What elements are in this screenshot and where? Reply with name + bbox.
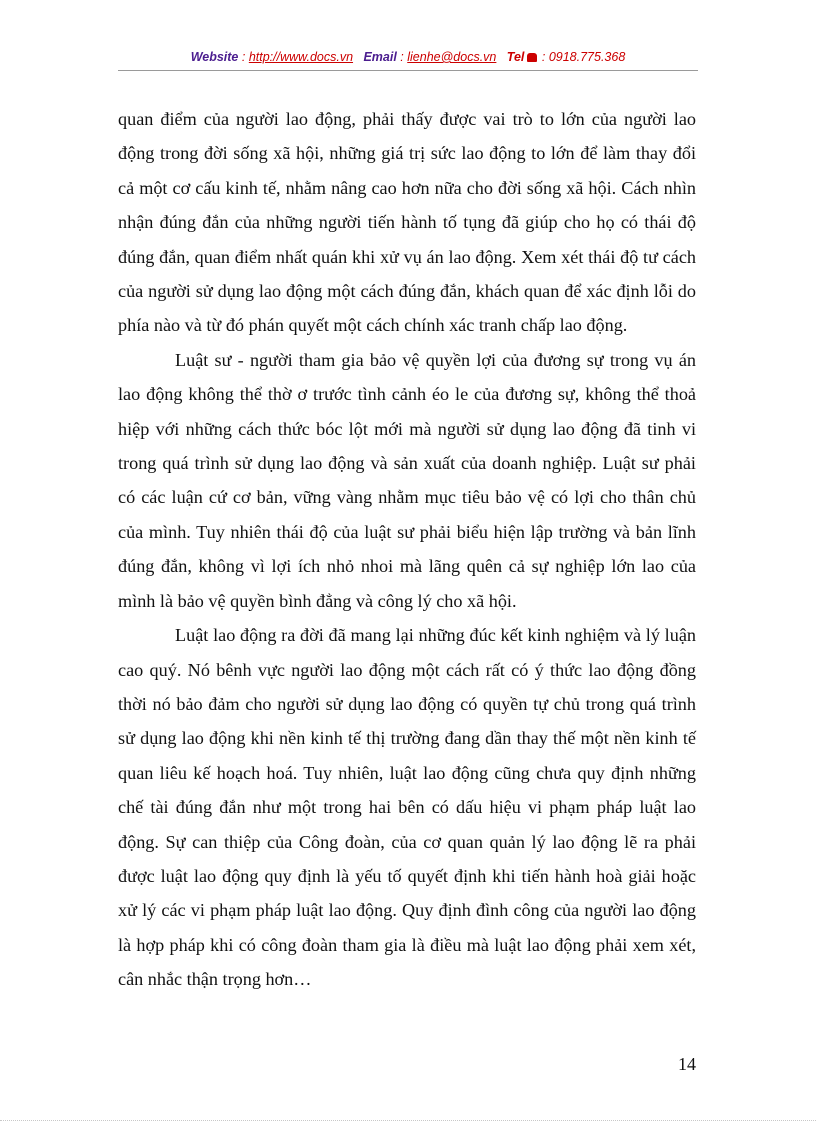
website-label: Website [190,50,239,64]
document-body [118,102,696,997]
phone-icon [527,53,537,62]
paragraph-lawyer: Luật sư - người tham gia bảo vệ quyền lợi của đương sự trong vụ án lao động không thể thờ ơ trước tình cảnh éo le của đương sự, không thể thoả hiệp với những cách thức bóc lột mới mà người sử dụng lao động đã tinh vi trong quá trình sử dụng lao động và sản xuất của doanh nghiệp. Luật sư phải có các luận cứ cơ bản, vững vàng nhằm mục tiêu bảo vệ có lợi cho thân chủ của mình. Tuy nhiên thái độ của luật sư phải biểu hiện lập trường và bản lĩnh đúng đắn, không vì lợi ích nhỏ nhoi mà lãng quên cả sự nghiệp lớn lao của mình là bảo vệ quyền bình đẳng và công lý cho xã hội. [118,349,696,611]
paragraph-labor-law: Luật lao động ra đời đã mang lại những đúc kết kinh nghiệm và lý luận cao quý. Nó bênh vực người lao động một cách rất có ý thức lao động đồng thời nó bảo đảm cho người sử dụng lao động có quyền tự chủ trong quá trình sử dụng lao động khi nền kinh tế thị trường đang dần thay thế một nền kinh tế quan liêu kế hoạch hoá. Tuy nhiên, luật lao động cũng chưa quy định những chế tài đúng đắn như một trong hai bên có dấu hiệu vi phạm pháp luật lao động. Sự can thiệp của Công đoàn, của cơ quan quản lý lao động lẽ ra phải được luật lao động quy định là yếu tố quyết định khi tiến hành hoà giải hoặc xử lý các vi phạm pháp luật lao động. Quy định đình công của người lao động là hợp pháp khi có công đoàn tham gia là điều mà luật lao động phải xem xét, cân nhắc thận trọng hơn… [118,625,696,990]
footer-divider [0,1120,816,1121]
tel-number: 0918.775.368 [548,50,626,64]
page-number: 14 [678,1054,696,1074]
tel-label: Tel [506,50,525,64]
website-link[interactable]: http://www.docs.vn [248,50,354,64]
email-separator: : [396,50,408,64]
tel-separator: : [538,50,549,64]
email-link[interactable]: lienhe@docs.vn [407,50,497,64]
website-separator: : [238,50,249,64]
page-header [118,50,698,64]
email-label: Email [363,50,397,64]
header-divider [118,70,698,71]
paragraph-continued: quan điểm của người lao động, phải thấy được vai trò to lớn của người lao động trong đời sống xã hội, những giá trị sức lao động to lớn để làm thay đổi cả một cơ cấu kinh tế, nhằm nâng cao hơn nữa cho đời sống xã hội. Cách nhìn nhận đúng đắn của những người tiến hành tố tụng đã giúp cho họ có thái độ đúng đắn, quan điểm nhất quán khi xử vụ án lao động. Xem xét thái độ tư cách của người sử dụng lao động một cách đúng đắn, khách quan để xác định lỗi do phía nào và từ đó phán quyết một cách chính xác tranh chấp lao động. [118,109,696,336]
